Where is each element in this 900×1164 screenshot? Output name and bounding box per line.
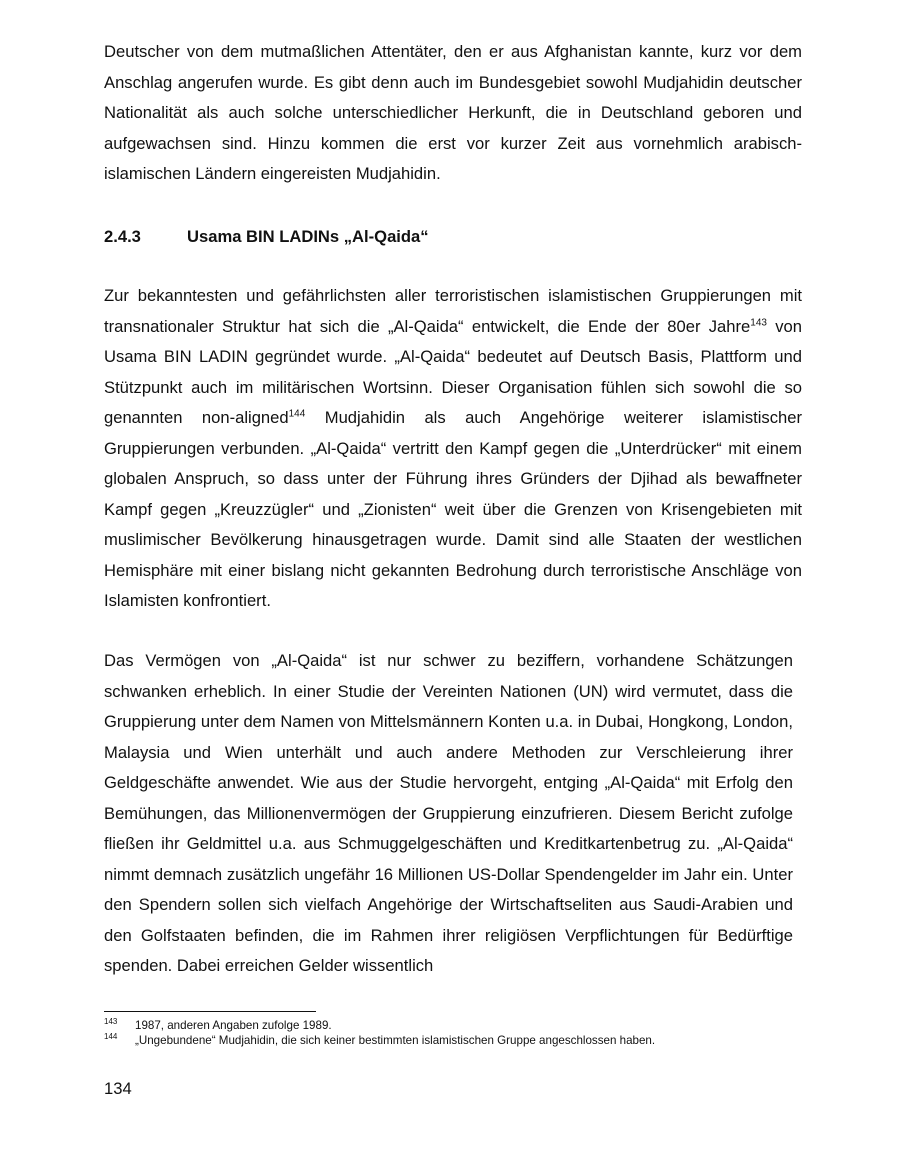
section-title: Usama BIN LADINs „Al-Qaida“	[187, 227, 429, 246]
section-number: 2.4.3	[104, 227, 141, 246]
footnote-ref-144[interactable]: 144	[288, 408, 306, 420]
footnote-text: „Ungebundene“ Mudjahidin, die sich keiner bestimmten islamistischen Gruppe angeschlossen haben.	[135, 1034, 656, 1047]
body-paragraph-3: Das Vermögen von „Al-Qaida“ ist nur schwer zu beziffern, vorhandene Schätzungen schwanken erheblich. In einer Studie der Vereinten Nationen (UN) wird vermutet, dass die Gruppierung unter dem Namen von Mittelsmännern Konten u.a. in Dubai, Hongkong, London, Malaysia und Wien unterhält und auch andere Methoden zur Verschleierung ihrer Geldgeschäfte anwendet. Wie aus der Studie hervorgeht, entging „Al-Qaida“ mit Erfolg den Bemühungen, das Millionenvermögen der Gruppierung einzufrieren. Diesem Bericht zufolge fließen ihr Geldmittel u.a. aus Schmuggelgeschäften und Kreditkartenbetrug zu. „Al-Qaida“ nimmt demnach zusätzlich ungefähr 16 Millionen US-Dollar Spendengelder im Jahr ein. Unter den Spendern sollen sich vielfach Angehörige der Wirtschaftseliten aus Saudi-Arabien und den Golfstaaten befinden, die im Rahmen ihrer religiösen Verpflichtungen für Bedürftige spenden. Dabei erreichen Gelder wissentlich	[104, 651, 793, 975]
footnote-separator	[104, 1011, 316, 1012]
paragraph-2-part-3: Mudjahidin als auch Angehörige weiterer islamistischer Gruppierungen verbunden. „Al-Qaida“ vertritt den Kampf gegen die „Unterdrücker“ mit einem globalen Anspruch, so dass unter der Führung ihres Gründers der Djihad als bewaffneter Kampf gegen „Kreuzzügler“ und „Zionisten“ weit über die Grenzen von Krisengebieten mit muslimischer Bevölkerung hinausgetragen wurde. Damit sind alle Staaten der westlichen Hemisphäre mit einer bislang nicht gekannten Bedrohung durch terroristische Anschläge von Islamisten konfrontiert.	[104, 408, 802, 610]
body-paragraph-1: Deutscher von dem mutmaßlichen Attentäter, den er aus Afghanistan kannte, kurz vor dem Anschlag angerufen wurde. Es gibt denn auch im Bundesgebiet sowohl Mudjahidin deutscher Nationalität als auch solche unterschiedlicher Herkunft, die in Deutschland geboren und aufgewachsen sind. Hinzu kommen die erst vor kurzer Zeit aus vornehmlich arabisch-islamischen Ländern eingereisten Mudjahidin.	[104, 42, 802, 183]
page-number: 134	[104, 1079, 132, 1098]
paragraph-2-part-1: Zur bekanntesten und gefährlichsten aller terroristischen islamistischen Gruppierungen mit transnationaler Struktur hat sich die „Al-Qaida“ entwickelt, die Ende der 80er Jahre	[104, 286, 802, 336]
footnote-mark: 143	[104, 1017, 118, 1026]
footnote-text: 1987, anderen Angaben zufolge 1989.	[135, 1019, 332, 1032]
body-paragraph-2	[104, 281, 802, 617]
section-heading	[104, 222, 429, 252]
footnote-ref-143[interactable]: 143	[750, 316, 767, 328]
footnote-mark: 144	[104, 1032, 118, 1041]
paragraph-2-part-2: von Usama BIN LADIN gegründet wurde. „Al-Qaida“ bedeutet auf Deutsch Basis, Plattform und Stützpunkt auch im militärischen Wortsinn. Dieser Organisation fühlen sich sowohl die so genannten non-aligned	[104, 316, 802, 427]
